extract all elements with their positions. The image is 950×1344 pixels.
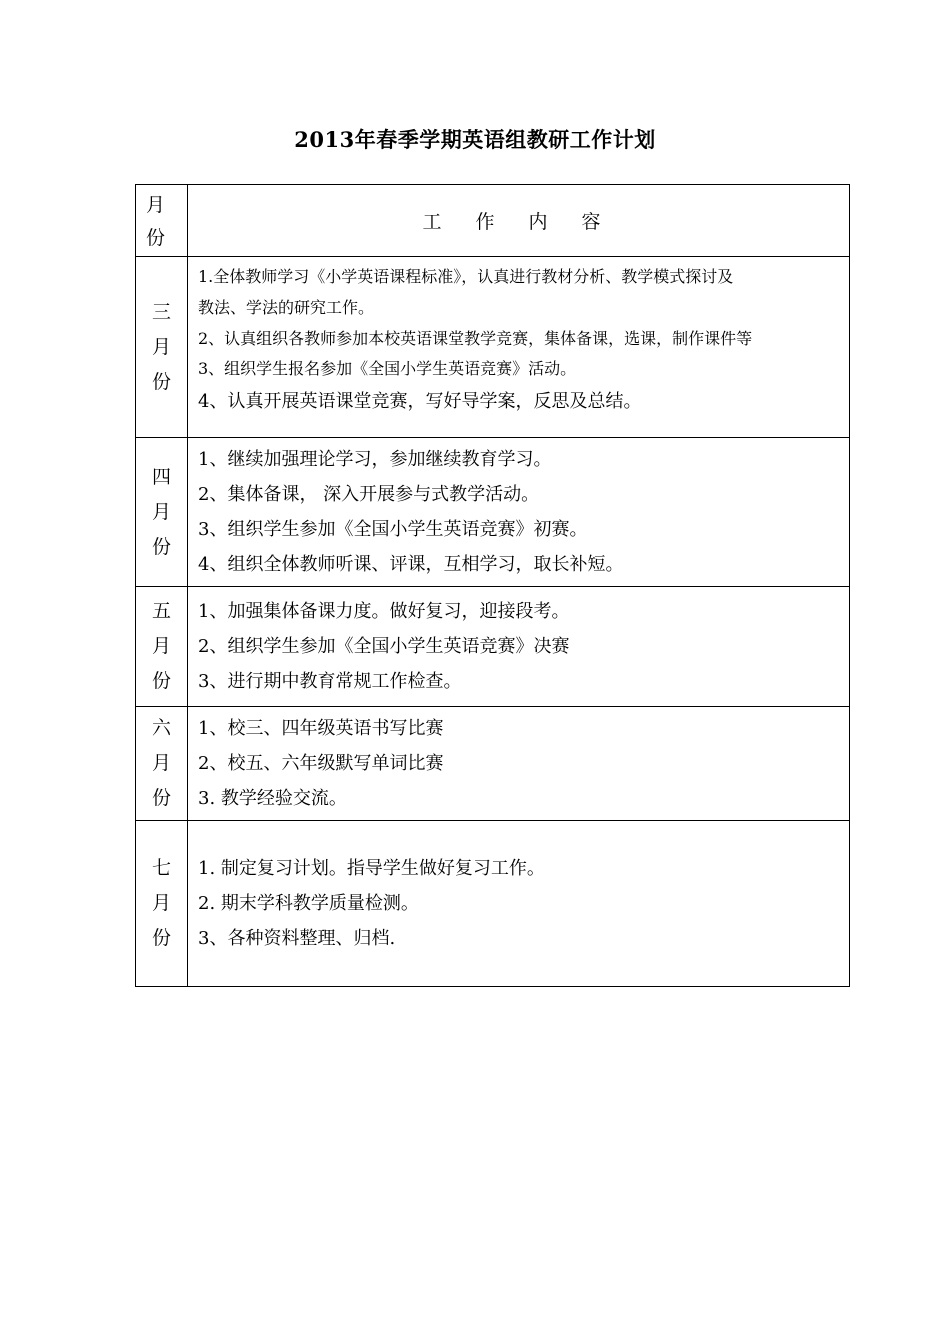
content-cell-may <box>188 587 850 707</box>
content-cell-july <box>188 821 850 987</box>
month-char: 份 <box>151 670 171 692</box>
month-header-label-line1: 月 <box>146 194 166 216</box>
month-char: 份 <box>151 535 171 558</box>
plan-item: 2. 期末学科教学质量检测。 <box>198 893 419 914</box>
month-char: 份 <box>151 787 171 809</box>
month-char: 月 <box>151 635 171 657</box>
plan-item: 1、校三、四年级英语书写比赛 <box>198 718 444 739</box>
plan-item: 3、进行期中教育常规工作检查。 <box>198 671 462 692</box>
plan-item: 2、集体备课， 深入开展参与式教学活动。 <box>198 484 540 505</box>
content-cell-june <box>188 707 850 821</box>
plan-item: 2、校五、六年级默写单词比赛 <box>198 753 444 774</box>
month-char: 份 <box>151 927 171 949</box>
month-cell-june <box>136 707 188 821</box>
table-row-june <box>136 707 850 821</box>
month-char: 月 <box>151 335 171 358</box>
month-char: 月 <box>151 500 171 523</box>
month-char: 五 <box>151 600 171 622</box>
table-row-may <box>136 587 850 707</box>
plan-item: 4、组织全体教师听课、评课，互相学习，取长补短。 <box>198 554 624 575</box>
month-char: 三 <box>151 300 171 323</box>
month-char: 四 <box>151 465 171 488</box>
plan-item: 3、各种资料整理、归档. <box>198 928 396 949</box>
plan-item: 4、认真开展英语课堂竞赛，写好导学案，反思及总结。 <box>198 391 642 412</box>
table-row-march <box>136 257 850 438</box>
table-row-april <box>136 438 850 587</box>
content-header-cell: 工 作 内 容 <box>188 185 850 257</box>
month-char: 月 <box>151 892 171 914</box>
month-header-cell <box>136 185 188 257</box>
plan-item: 2、组织学生参加《全国小学生英语竞赛》决赛 <box>198 636 570 657</box>
plan-item: 3、组织学生参加《全国小学生英语竞赛》初赛。 <box>198 519 588 540</box>
plan-item: 1、继续加强理论学习，参加继续教育学习。 <box>198 449 552 470</box>
month-cell-may <box>136 587 188 707</box>
month-char: 七 <box>151 857 171 879</box>
month-cell-july <box>136 821 188 987</box>
page-title: 2013年春季学期英语组教研工作计划 <box>294 127 656 152</box>
month-char: 份 <box>151 370 171 393</box>
month-cell-march <box>136 257 188 438</box>
month-cell-april <box>136 438 188 587</box>
plan-item: 3、组织学生报名参加《全国小学生英语竞赛》活动。 <box>198 359 577 378</box>
plan-item: 1、加强集体备课力度。做好复习，迎接段考。 <box>198 601 570 622</box>
plan-item: 1.全体教师学习《小学英语课程标准》，认真进行教材分析、教学模式探讨及 <box>198 267 734 286</box>
content-cell-april <box>188 438 850 587</box>
plan-item: 2、认真组织各教师参加本校英语课堂教学竞赛，集体备课，选课，制作课件等 <box>198 329 753 348</box>
plan-item: 1. 制定复习计划。指导学生做好复习工作。 <box>198 858 545 879</box>
plan-item: 教法、学法的研究工作。 <box>198 298 375 317</box>
work-plan-table <box>135 184 850 987</box>
month-header-label-line2: 份 <box>146 227 166 249</box>
plan-item: 3. 教学经验交流。 <box>198 788 347 809</box>
content-cell-march <box>188 257 850 438</box>
table-header-row <box>136 185 850 257</box>
table-row-july <box>136 821 850 987</box>
month-char: 月 <box>151 752 171 774</box>
month-char: 六 <box>151 717 171 739</box>
